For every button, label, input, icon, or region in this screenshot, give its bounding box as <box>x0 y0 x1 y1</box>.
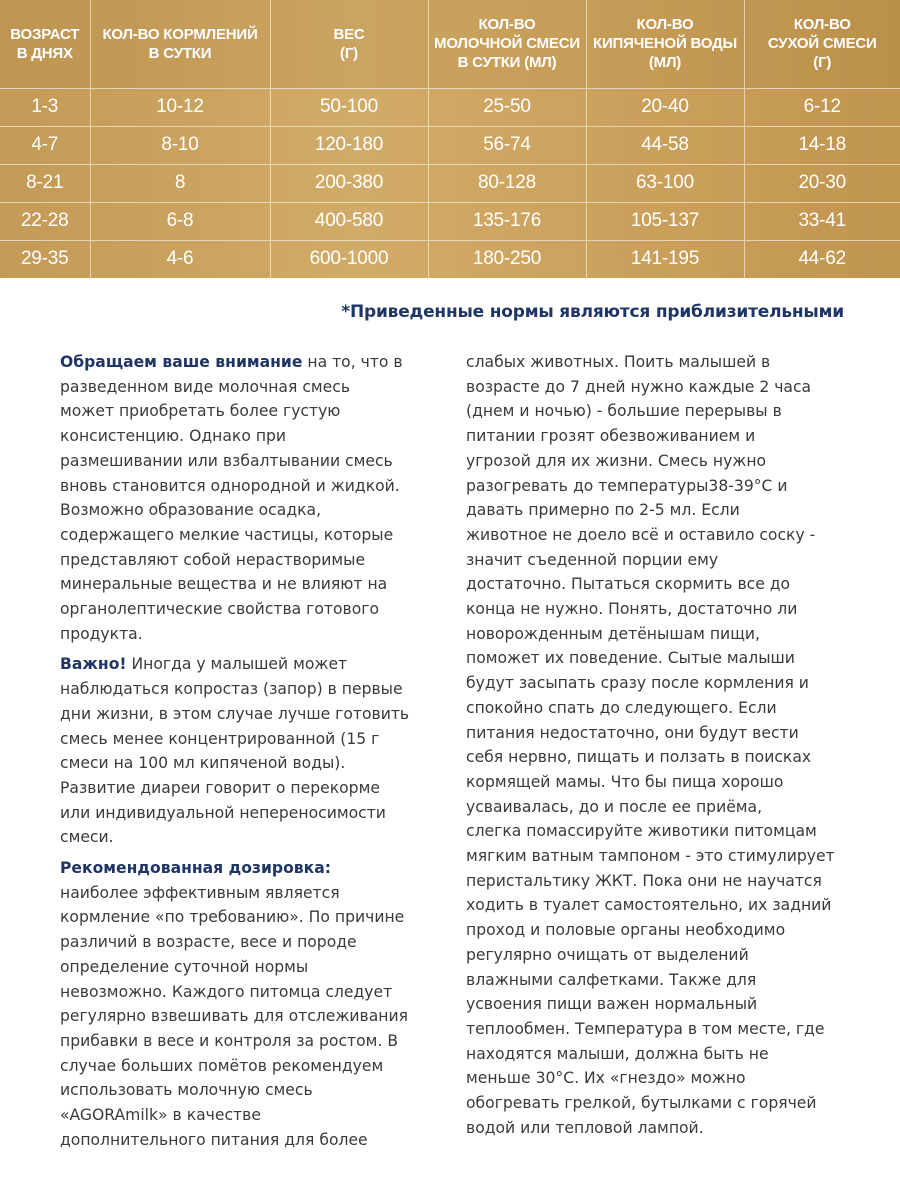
table-cell: 1-3 <box>31 96 59 117</box>
text-line: проход и половые органы необходимо <box>466 921 786 940</box>
table-cell: 44-58 <box>586 126 744 164</box>
text-line: усваивалась, до и после ее приёма, <box>466 797 763 816</box>
text-line: невозможно. Каждого питомца следует <box>60 982 393 1001</box>
text-line: размешивании или взбалтывании смесь <box>60 451 393 470</box>
text-line: угрозой для их жизни. Смесь нужно <box>466 451 767 470</box>
table-cell: 14-18 <box>744 126 900 164</box>
text-line: питания недостаточно, они будут вести <box>466 723 799 742</box>
table-cell: 105-137 <box>586 202 744 240</box>
text-line: различий в возрасте, весе и породе <box>60 933 357 952</box>
text-line: разогревать до температуры38-39°С и <box>466 476 788 495</box>
table-cell: 50-100 <box>270 88 428 126</box>
text-line: слегка помассируйте животики питомцам <box>466 822 817 841</box>
text-line: спокойно спать до следующего. Если <box>466 698 777 717</box>
text-line: представляют собой нерастворимые <box>60 550 366 569</box>
text-line: ходить в туалет самостоятельно, их задний <box>466 896 832 915</box>
text-line: конца не нужно. Понять, достаточно ли <box>466 600 798 619</box>
text-line: новорожденным детёнышам пищи, <box>466 624 760 643</box>
text-line: вновь становится однородной и жидкой. <box>60 476 400 495</box>
text-line: или индивидуальной непереносимости <box>60 803 386 822</box>
text-line: возрасте до 7 дней нужно каждые 2 часа <box>466 377 812 396</box>
table-cell: 6-12 <box>744 88 900 126</box>
table-row <box>0 126 900 164</box>
text-line: перистальтику ЖКТ. Пока они не научатся <box>466 871 822 890</box>
table-cell: 8 <box>90 164 270 202</box>
text-line: кормящей мамы. Что бы пища хорошо <box>466 772 784 791</box>
text-line: находятся малыши, должна быть не <box>466 1044 769 1063</box>
table-cell: 6-8 <box>90 202 270 240</box>
text-line: смеси. <box>60 828 114 847</box>
text-line: консистенцию. Однако при <box>60 427 287 446</box>
attention-lead: Обращаем ваше внимание <box>60 353 303 371</box>
table-cell: 141-195 <box>586 240 744 278</box>
table-cell: 20-30 <box>744 164 900 202</box>
header-dry-mix: КОЛ-ВО СУХОЙ СМЕСИ (Г) <box>744 0 900 88</box>
text-line: случае больших помётов рекомендуем <box>60 1056 384 1075</box>
header-water: КОЛ-ВО КИПЯЧЕНОЙ ВОДЫ (МЛ) <box>586 0 744 88</box>
text-line: (днем и ночью) - большие перерывы в <box>466 402 782 421</box>
text-line: дополнительного питания для более <box>60 1130 368 1149</box>
text-line: смеси на 100 мл кипяченой воды). <box>60 754 346 773</box>
table-row <box>0 202 900 240</box>
header-milk-mix: КОЛ-ВО МОЛОЧНОЙ СМЕСИ В СУТКИ (МЛ) <box>428 0 586 88</box>
table-cell: 80-128 <box>428 164 586 202</box>
table-header-row <box>0 0 900 88</box>
table-cell: 600-1000 <box>270 240 428 278</box>
right-column <box>466 350 858 1147</box>
table-cell: 180-250 <box>428 240 586 278</box>
text-line: наиболее эффективным является <box>60 883 340 902</box>
dosage-heading: Рекомендованная дозировка: <box>60 859 331 878</box>
text-line: «AGORAmilk» в качестве <box>60 1106 261 1125</box>
dosage-paragraph <box>60 856 438 1152</box>
left-column <box>60 350 438 1159</box>
text-line: влажными салфетками. Также для <box>466 970 757 989</box>
table-cell: 22-28 <box>20 210 69 231</box>
text-line: разведенном виде молочная смесь <box>60 377 351 396</box>
table-cell: 135-176 <box>428 202 586 240</box>
table-cell: 20-40 <box>586 88 744 126</box>
table-cell: 25-50 <box>428 88 586 126</box>
text-line: водой или тепловой лампой. <box>466 1118 704 1137</box>
text-line: содержащего мелкие частицы, которые <box>60 525 394 544</box>
feeding-table <box>0 0 900 278</box>
care-paragraph <box>466 350 858 1141</box>
table-cell: 10-12 <box>90 88 270 126</box>
attention-paragraph <box>60 350 438 646</box>
text-line: Обращаем ваше внимание на то, что в <box>60 353 403 371</box>
table-row <box>0 240 900 278</box>
text-line: использовать молочную смесь <box>60 1081 313 1100</box>
text-line: давать примерно по 2-5 мл. Если <box>466 501 740 520</box>
text-line: Важно! Иногда у малышей может <box>60 655 348 674</box>
text-line: мягким ватным тампоном - это стимулирует <box>466 847 835 866</box>
text-line: достаточно. Пытаться скормить все до <box>466 575 791 594</box>
table-cell: 56-74 <box>428 126 586 164</box>
text-line: наблюдаться копростаз (запор) в первые <box>60 680 403 699</box>
text-line: себя нервно, пищать и ползать в поисках <box>466 748 812 767</box>
header-feedings: КОЛ-ВО КОРМЛЕНИЙ В СУТКИ <box>90 0 270 88</box>
header-weight: ВЕС (Г) <box>270 0 428 88</box>
text-line: значит съеденной порции ему <box>466 550 719 569</box>
table-cell: 120-180 <box>270 126 428 164</box>
text-line: определение суточной нормы <box>60 957 309 976</box>
table-cell: 63-100 <box>586 164 744 202</box>
text-line: обогревать грелкой, бутылками с горячей <box>466 1094 817 1113</box>
text-line: прибавки в весе и контроля за ростом. В <box>60 1031 399 1050</box>
table-cell: 4-6 <box>90 240 270 278</box>
text-line: минеральные вещества и не влияют на <box>60 575 388 594</box>
approximate-norms-note: *Приведенные нормы являются приблизительными <box>341 302 844 322</box>
text-line: будут засыпать сразу после кормления и <box>466 674 809 693</box>
table-cell: 400-580 <box>270 202 428 240</box>
text-line: регулярно взвешивать для отслеживания <box>60 1007 408 1026</box>
important-paragraph <box>60 652 438 850</box>
text-line: теплообмен. Температура в том месте, где <box>466 1019 825 1038</box>
text-line: органолептические свойства готового <box>60 600 380 619</box>
text-line: Возможно образование осадка, <box>60 501 322 520</box>
table-cell: 8-21 <box>26 172 64 193</box>
text-line: смесь менее концентрированной (15 г <box>60 729 380 748</box>
important-lead: Важно! <box>60 655 127 674</box>
table-row <box>0 88 900 126</box>
text-line: может приобретать более густую <box>60 402 341 421</box>
text-line: усвоения пищи важен нормальный <box>466 995 758 1014</box>
header-age: ВОЗРАСТ В ДНЯХ <box>10 25 80 62</box>
text-line: кормление «по требованию». По причине <box>60 908 405 927</box>
text-line: питании грозят обезвоживанием и <box>466 427 756 446</box>
text-line: животное не доело всё и оставило соску - <box>466 525 816 544</box>
table-row <box>0 164 900 202</box>
text-line: регулярно очищать от выделений <box>466 945 749 964</box>
table-cell: 29-35 <box>20 248 69 270</box>
table-cell: 8-10 <box>90 126 270 164</box>
table-cell: 4-7 <box>31 134 59 155</box>
text-line: слабых животных. Поить малышей в <box>466 353 771 371</box>
text-line: Развитие диареи говорит о перекорме <box>60 778 380 797</box>
text-line: меньше 30°С. Их «гнездо» можно <box>466 1069 746 1088</box>
table-cell: 33-41 <box>744 202 900 240</box>
table-cell: 200-380 <box>270 164 428 202</box>
text-line: дни жизни, в этом случае лучше готовить <box>60 704 410 723</box>
text-line: поможет их поведение. Сытые малыши <box>466 649 795 668</box>
text-line: продукта. <box>60 624 143 643</box>
table-cell: 44-62 <box>744 240 900 278</box>
